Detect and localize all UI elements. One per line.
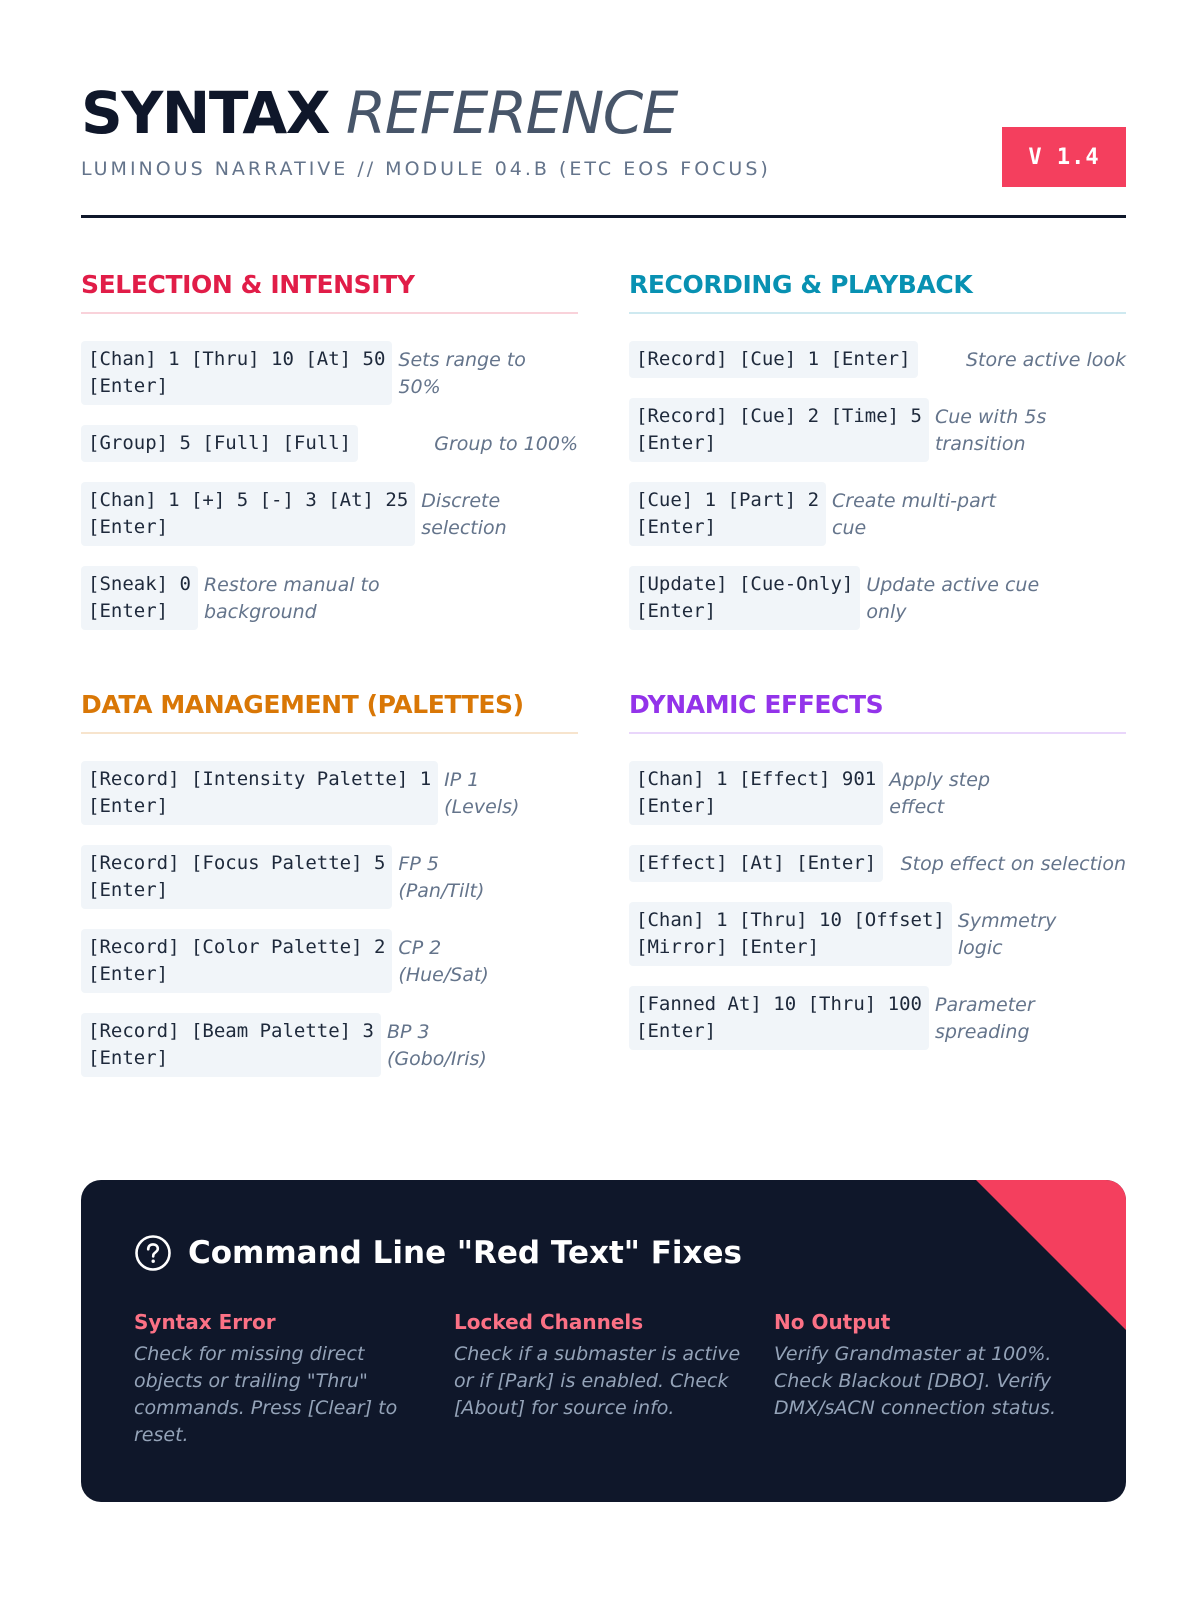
- command-row: [81, 845, 578, 909]
- command-syntax: [Record] [Beam Palette] 3 [Enter]: [81, 1013, 381, 1077]
- section-title: RECORDING & PLAYBACK: [629, 272, 1126, 314]
- command-description: Restore manual to background: [203, 574, 380, 623]
- section-selection-intensity: [81, 272, 578, 650]
- section-title: SELECTION & INTENSITY: [81, 272, 578, 314]
- command-syntax: [Group] 5 [Full] [Full]: [81, 425, 358, 462]
- command-syntax: [Chan] 1 [Effect] 901 [Enter]: [629, 761, 883, 825]
- command-syntax: [Record] [Cue] 1 [Enter]: [629, 341, 918, 378]
- command-syntax: [Record] [Cue] 2 [Time] 5 [Enter]: [629, 398, 929, 462]
- command-description: Cue with 5s transition: [934, 406, 1047, 455]
- fixes-header: [134, 1234, 742, 1272]
- command-list: [81, 761, 578, 1077]
- command-row: [629, 398, 1126, 462]
- command-description: Update active cue only: [866, 574, 1040, 623]
- command-description: Stop effect on selection: [900, 853, 1126, 875]
- section-title: DATA MANAGEMENT (PALETTES): [81, 692, 578, 734]
- section-recording-playback: [629, 272, 1126, 650]
- command-description: BP 3 (Gobo/Iris): [386, 1021, 487, 1070]
- command-syntax: [Effect] [At] [Enter]: [629, 845, 883, 882]
- command-row: [81, 482, 578, 546]
- command-row: [629, 902, 1126, 966]
- command-description: Group to 100%: [434, 433, 578, 455]
- version-badge: V 1.4: [1002, 127, 1126, 187]
- command-row: [629, 341, 1126, 378]
- fix-no-output: [774, 1310, 1094, 1449]
- command-row: [81, 1013, 578, 1077]
- command-row: [629, 566, 1126, 630]
- command-syntax: [Update] [Cue-Only] [Enter]: [629, 566, 860, 630]
- command-syntax: [Record] [Color Palette] 2 [Enter]: [81, 929, 392, 993]
- command-description: CP 2 (Hue/Sat): [398, 937, 489, 986]
- title-italic: REFERENCE: [345, 79, 677, 147]
- fix-text: Verify Grandmaster at 100%. Check Blackout [DBO]. Verify DMX/sACN connection status.: [774, 1343, 1057, 1419]
- command-row: [81, 566, 578, 630]
- command-syntax: [Record] [Focus Palette] 5 [Enter]: [81, 845, 392, 909]
- corner-accent: [976, 1180, 1126, 1330]
- syntax-reference-page: [81, 0, 1126, 1600]
- command-list: [81, 341, 578, 630]
- command-description: Store active look: [966, 349, 1126, 371]
- section-title: DYNAMIC EFFECTS: [629, 692, 1126, 734]
- command-row: [629, 761, 1126, 825]
- command-syntax: [Chan] 1 [Thru] 10 [Offset] [Mirror] [Enter]: [629, 902, 952, 966]
- fix-title: Syntax Error: [134, 1310, 276, 1334]
- command-row: [81, 341, 578, 405]
- command-description: FP 5 (Pan/Tilt): [398, 853, 485, 902]
- command-syntax: [Chan] 1 [Thru] 10 [At] 50 [Enter]: [81, 341, 392, 405]
- page-subtitle: LUMINOUS NARRATIVE // MODULE 04.B (ETC EOS FOCUS): [81, 158, 771, 180]
- fixes-columns: [134, 1310, 1094, 1449]
- page-header: [81, 78, 1126, 218]
- title-strong: SYNTAX: [81, 79, 329, 147]
- fix-title: Locked Channels: [454, 1310, 644, 1334]
- command-description: Parameter spreading: [934, 994, 1035, 1043]
- section-dynamic-effects: [629, 692, 1126, 1070]
- command-description: Apply step effect: [889, 769, 990, 818]
- command-list: [629, 341, 1126, 630]
- fix-title: No Output: [774, 1310, 891, 1334]
- red-text-fixes-panel: [81, 1180, 1126, 1502]
- fix-text: Check if a submaster is active or if [Park] is enabled. Check [About] for source info.: [454, 1343, 741, 1419]
- command-syntax: [Record] [Intensity Palette] 1 [Enter]: [81, 761, 438, 825]
- command-row: [81, 761, 578, 825]
- command-description: Sets range to 50%: [398, 349, 526, 398]
- fix-locked-channels: [454, 1310, 774, 1449]
- command-description: Discrete selection: [421, 490, 507, 539]
- fix-text: Check for missing direct objects or trailing "Thru" commands. Press [Clear] to reset.: [134, 1343, 398, 1446]
- command-description: IP 1 (Levels): [444, 769, 520, 818]
- fixes-title: Command Line "Red Text" Fixes: [188, 1235, 743, 1271]
- command-row: [81, 425, 578, 462]
- page-title: [81, 79, 677, 147]
- command-description: Create multi-part cue: [832, 490, 996, 539]
- command-row: [629, 986, 1126, 1050]
- command-syntax: [Sneak] 0 [Enter]: [81, 566, 198, 630]
- command-row: [81, 929, 578, 993]
- command-row: [629, 845, 1126, 882]
- command-syntax: [Chan] 1 [+] 5 [-] 3 [At] 25 [Enter]: [81, 482, 415, 546]
- help-circle-icon: [134, 1234, 172, 1272]
- command-syntax: [Cue] 1 [Part] 2 [Enter]: [629, 482, 826, 546]
- command-list: [629, 761, 1126, 1050]
- section-data-management: [81, 692, 578, 1097]
- command-row: [629, 482, 1126, 546]
- command-syntax: [Fanned At] 10 [Thru] 100 [Enter]: [629, 986, 929, 1050]
- fix-syntax-error: [134, 1310, 454, 1449]
- command-description: Symmetry logic: [957, 910, 1057, 959]
